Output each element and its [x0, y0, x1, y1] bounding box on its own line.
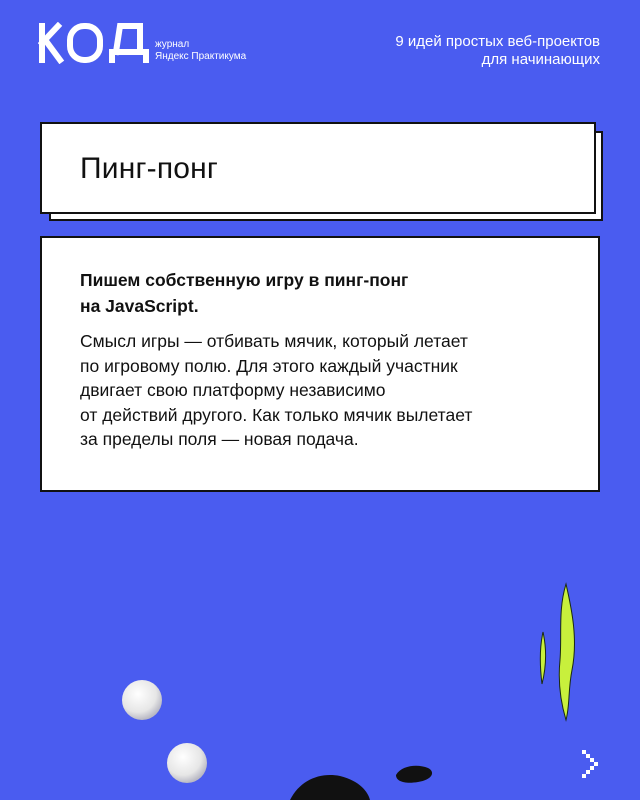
description-line: Смысл игры — отбивать мячик, который летает	[80, 331, 468, 351]
series-title-line2: для начинающих	[481, 51, 600, 68]
series-title	[280, 33, 600, 69]
header	[0, 0, 640, 90]
description-heading-line2: на JavaScript.	[80, 296, 199, 316]
description-body	[80, 329, 570, 452]
dark-blob-icon	[290, 775, 370, 800]
logo-subtitle	[155, 39, 246, 63]
description-line: за пределы поля — новая подача.	[80, 429, 359, 449]
ping-pong-ball-icon	[167, 743, 207, 783]
chevron-right-icon[interactable]	[580, 748, 604, 778]
series-title-line1: 9 идей простых веб-проектов	[395, 33, 600, 50]
description-heading	[80, 267, 560, 319]
title-card	[40, 122, 596, 214]
dark-blob-icon	[396, 766, 432, 783]
description-line: по игровому полю. Для этого каждый участник	[80, 355, 458, 376]
description-line: двигает свою платформу независимо	[80, 380, 386, 400]
description-heading-line1: Пишем собственную игру в пинг-понг	[80, 270, 409, 290]
description-line: от действий другого. Как только мячик вылетает	[80, 404, 473, 425]
decoration	[0, 560, 640, 800]
neon-squiggle-icon	[540, 632, 545, 684]
kod-logo	[38, 22, 150, 64]
logo-subtitle-line1: журнал	[155, 39, 190, 50]
description-card	[40, 236, 600, 492]
logo-subtitle-line2: Яндекс Практикума	[155, 51, 247, 62]
page-title: Пинг-понг	[80, 152, 219, 185]
neon-squiggle-icon	[559, 584, 574, 720]
ping-pong-ball-icon	[122, 680, 162, 720]
